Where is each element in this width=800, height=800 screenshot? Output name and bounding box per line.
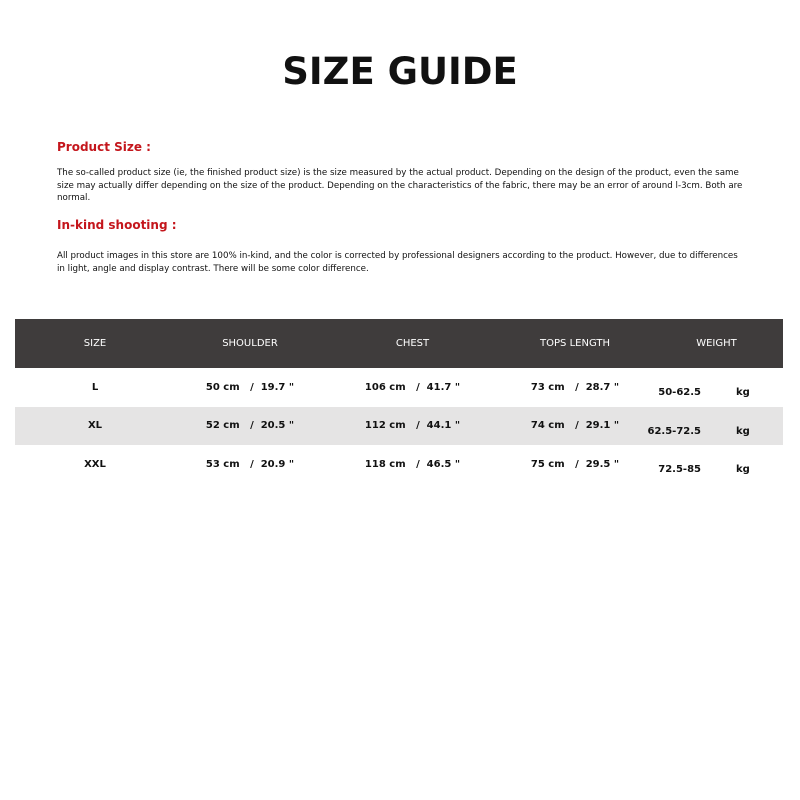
size-table-header	[15, 319, 783, 368]
cell-shoulder: 50 cm / 19.7 "	[205, 381, 295, 393]
header-size: SIZE	[83, 338, 107, 349]
table-row	[15, 368, 783, 407]
cell-size: L	[91, 381, 99, 393]
in-kind-shooting-text: All product images in this store are 100% in-kind, and the color is corrected by professional designers according to the product. However, due to differences in light, angle and display contrast. There will be some color difference.	[57, 251, 738, 274]
weight-value: 72.5-85	[658, 464, 701, 476]
page-title: SIZE GUIDE	[282, 50, 518, 93]
weight-unit: kg	[736, 464, 750, 476]
table-row	[15, 407, 783, 446]
weight-unit: kg	[736, 387, 750, 399]
cell-shoulder: 52 cm / 20.5 "	[205, 420, 295, 432]
cell-chest: 112 cm / 44.1 "	[364, 420, 461, 432]
cell-chest: 118 cm / 46.5 "	[364, 458, 461, 470]
cell-size: XL	[87, 420, 103, 432]
header-tops-length: TOPS LENGTH	[540, 338, 610, 349]
header-chest: CHEST	[395, 338, 430, 349]
cell-tops-length: 73 cm / 28.7 "	[530, 381, 620, 393]
weight-value: 62.5-72.5	[647, 425, 701, 437]
cell-chest: 106 cm / 41.7 "	[364, 381, 461, 393]
weight-unit: kg	[736, 425, 750, 437]
product-size-text: The so-called product size (ie, the finished product size) is the size measured by the actual product. Depending on the design of the product, even the same size may actually differ depending on the size of the product. Depending on the characteristics of the fabric, there may be an error of around l-3cm. Both are normal.	[57, 168, 743, 203]
weight-value: 50-62.5	[658, 387, 701, 399]
size-table	[15, 319, 783, 484]
cell-shoulder: 53 cm / 20.9 "	[205, 458, 295, 470]
product-size-heading: Product Size :	[57, 140, 151, 154]
header-weight: WEIGHT	[696, 338, 737, 349]
header-shoulder: SHOULDER	[222, 338, 278, 349]
table-row	[15, 445, 783, 484]
cell-tops-length: 75 cm / 29.5 "	[530, 458, 620, 470]
cell-tops-length: 74 cm / 29.1 "	[530, 420, 620, 432]
cell-size: XXL	[84, 458, 106, 470]
in-kind-shooting-heading: In-kind shooting :	[57, 218, 177, 232]
